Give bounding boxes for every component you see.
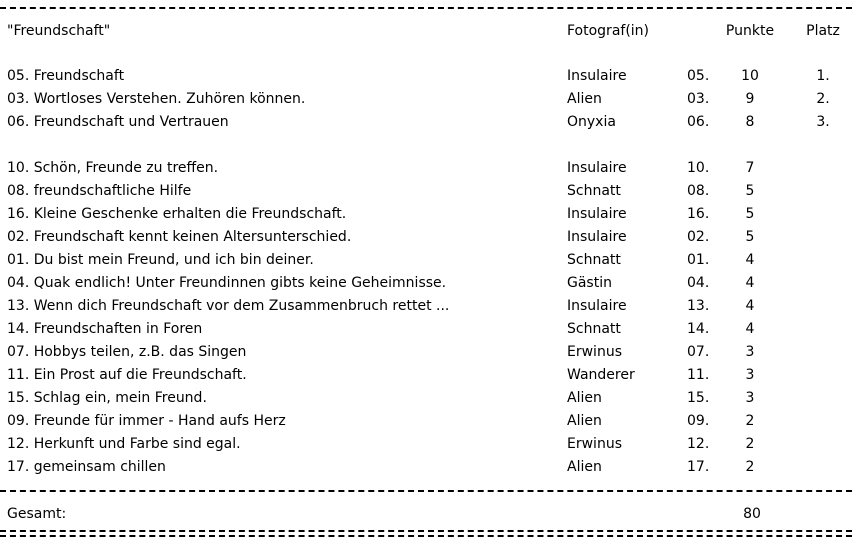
entry-number: 04. [687,275,710,291]
entry-number: 09. [687,413,710,429]
entry-number: 16. [687,206,710,222]
entry-photographer: Insulaire [567,160,627,176]
entry-points: 10 [741,68,759,84]
entry-points: 2 [745,436,755,452]
entry-title: 02. Freundschaft kennt keinen Altersunterschied. [7,229,352,245]
entry-title: 14. Freundschaften in Foren [7,321,203,337]
entry-points: 2 [745,413,755,429]
entry-place [803,159,843,177]
entry-photographer: Insulaire [567,298,627,314]
entry-photographer: Insulaire [567,68,627,84]
entry-number: 07. [687,344,710,360]
entry-place [803,343,843,361]
total-divider [0,490,852,493]
points-header: Punkte [725,23,775,39]
entry-number: 08. [687,183,710,199]
entry-title: 13. Wenn dich Freundschaft vor dem Zusammenbruch rettet ... [7,298,450,314]
entry-points: 4 [745,321,755,337]
entry-place [803,228,843,246]
entry-points: 3 [745,390,755,406]
entry-points: 3 [745,344,755,360]
entry-place [803,389,843,407]
entry-title: 17. gemeinsam chillen [7,459,166,475]
entry-title: 15. Schlag ein, mein Freund. [7,390,207,406]
entry-points: 3 [745,367,755,383]
entry-place [803,458,843,476]
entry-place: 1. [816,68,830,84]
entry-place [803,297,843,315]
entry-photographer: Erwinus [567,436,622,452]
entry-photographer: Schnatt [567,252,621,268]
entry-title: 05. Freundschaft [7,68,125,84]
entry-number: 14. [687,321,710,337]
entry-title: 06. Freundschaft und Vertrauen [7,114,229,130]
entry-photographer: Insulaire [567,206,627,222]
entry-title: 08. freundschaftliche Hilfe [7,183,192,199]
entry-photographer: Alien [567,390,602,406]
entry-place [803,412,843,430]
entry-number: 02. [687,229,710,245]
entry-photographer: Schnatt [567,321,621,337]
entry-number: 06. [687,114,710,130]
entry-place: 2. [816,91,830,107]
entry-place [803,320,843,338]
entry-number: 01. [687,252,710,268]
entry-title: 07. Hobbys teilen, z.B. das Singen [7,344,247,360]
entry-title: 11. Ein Prost auf die Freundschaft. [7,367,247,383]
entry-points: 9 [745,91,755,107]
entry-title: 01. Du bist mein Freund, und ich bin deiner. [7,252,314,268]
entry-title: 03. Wortloses Verstehen. Zuhören können. [7,91,306,107]
entry-title: 04. Quak endlich! Unter Freundinnen gibts keine Geheimnisse. [7,275,447,291]
entry-place [803,251,843,269]
place-header: Platz [806,23,840,39]
entry-photographer: Insulaire [567,229,627,245]
entry-number: 12. [687,436,710,452]
entry-title: 09. Freunde für immer - Hand aufs Herz [7,413,286,429]
entry-points: 8 [745,114,755,130]
entry-number: 10. [687,160,710,176]
entry-number: 11. [687,367,710,383]
entry-points: 4 [745,252,755,268]
entry-number: 15. [687,390,710,406]
entry-points: 2 [745,459,755,475]
entry-photographer: Schnatt [567,183,621,199]
entry-points: 5 [745,183,755,199]
entry-number: 13. [687,298,710,314]
total-label: Gesamt: [7,506,67,522]
entry-number: 05. [687,68,710,84]
top-divider [0,7,852,10]
entry-place [803,435,843,453]
entry-photographer: Alien [567,459,602,475]
entry-points: 4 [745,275,755,291]
entry-photographer: Alien [567,413,602,429]
entry-number: 17. [687,459,710,475]
entry-photographer: Gästin [567,275,612,291]
contest-title: "Freundschaft" [7,23,111,39]
entry-points: 5 [745,229,755,245]
entry-number: 03. [687,91,710,107]
total-value: 80 [743,506,761,522]
entry-points: 4 [745,298,755,314]
entry-photographer: Onyxia [567,114,616,130]
entry-place [803,366,843,384]
entry-title: 16. Kleine Geschenke erhalten die Freundschaft. [7,206,347,222]
entry-place: 3. [816,114,830,130]
photographer-header: Fotograf(in) [567,23,650,39]
entry-place [803,274,843,292]
entry-points: 7 [745,160,755,176]
entry-photographer: Alien [567,91,602,107]
entry-place [803,205,843,223]
entry-title: 10. Schön, Freunde zu treffen. [7,160,219,176]
entry-points: 5 [745,206,755,222]
entry-place [803,182,843,200]
entry-photographer: Erwinus [567,344,622,360]
bottom-double-divider [0,530,852,537]
entry-photographer: Wanderer [567,367,635,383]
entry-title: 12. Herkunft und Farbe sind egal. [7,436,241,452]
